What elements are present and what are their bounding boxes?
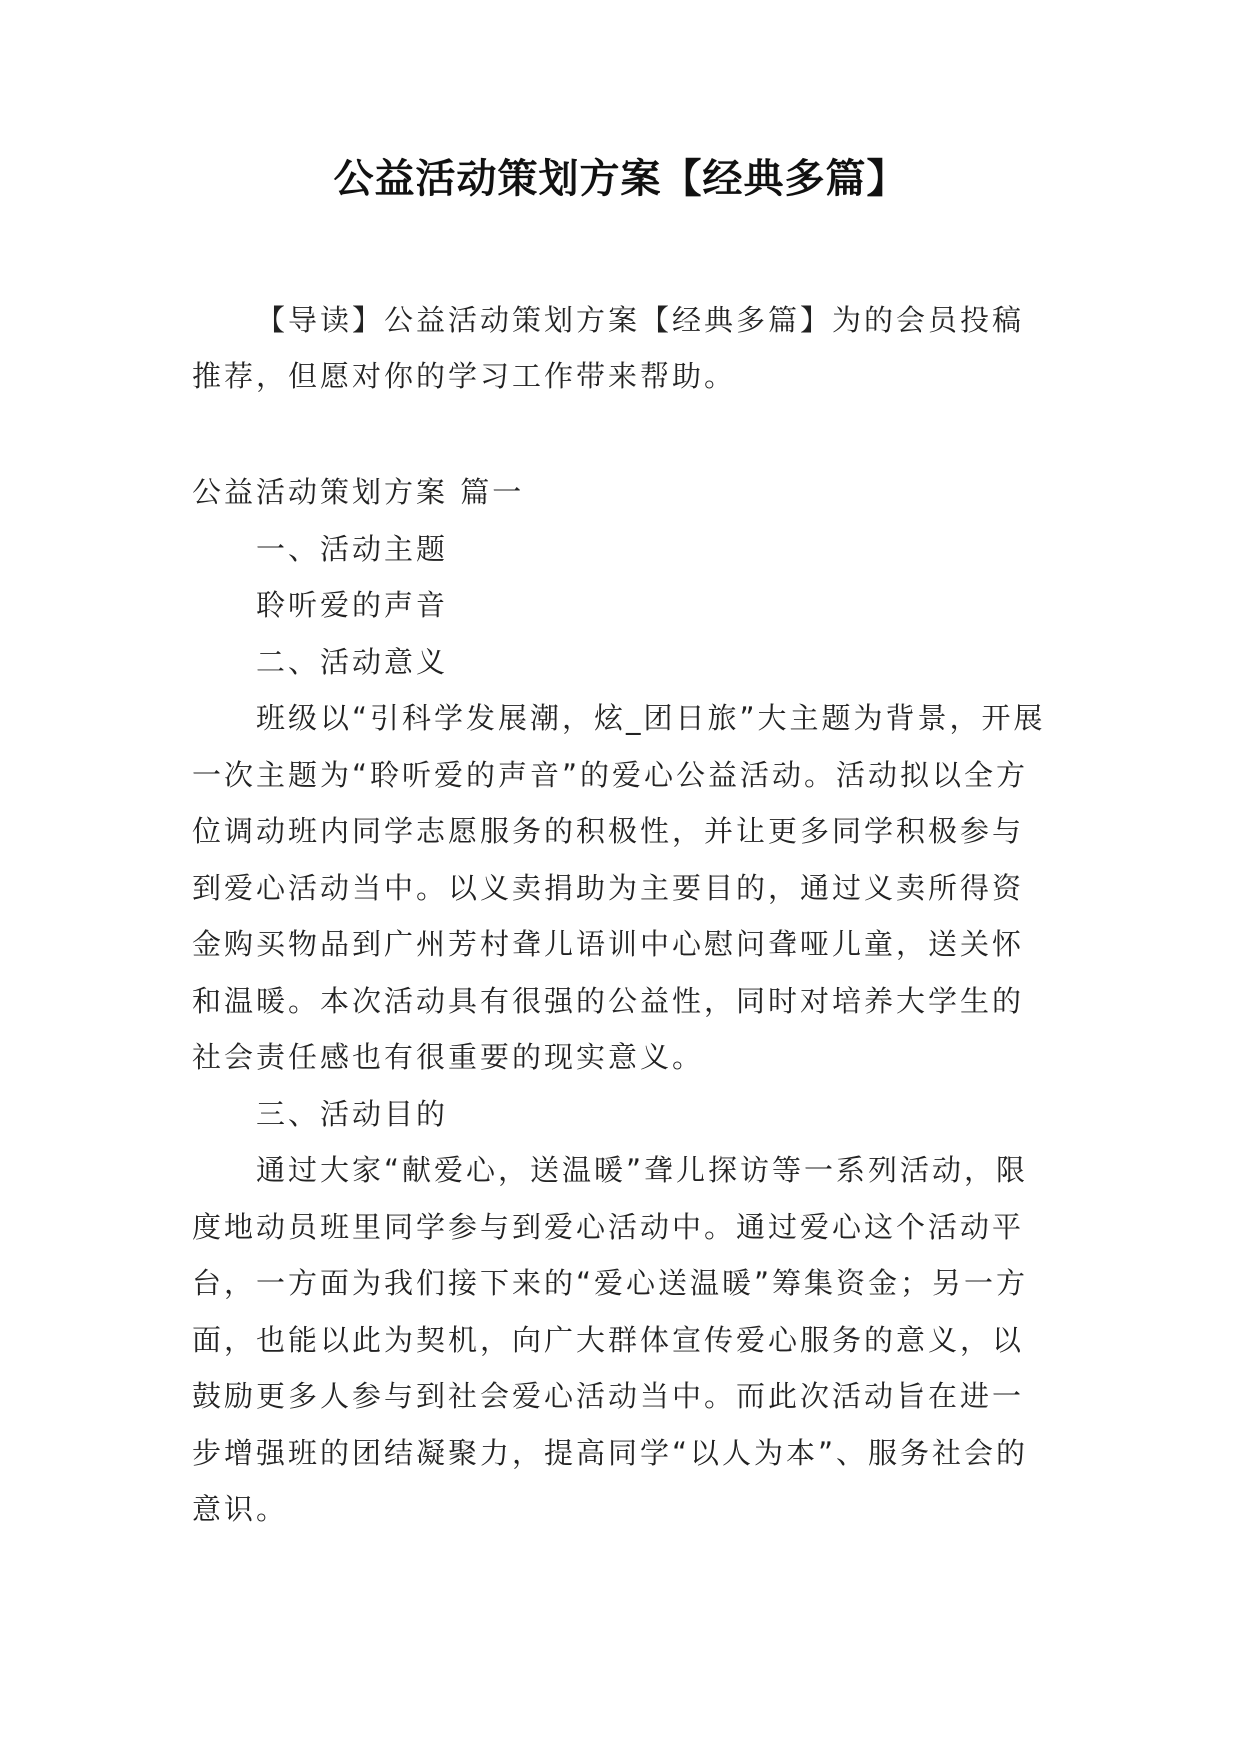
paragraph-activity-significance: 班级以“引科学发展潮，炫_团日旅”大主题为背景，开展一次主题为“聆听爱的声音”的爱心公益活动。活动拟以全方位调动班内同学志愿服务的积极性，并让更多同学积极参与到爱心活动当中。以义卖捐助为主要目的，通过义卖所得资金购买物品到广州芳村聋儿语训中心慰问聋哑儿童，送关怀和温暖。本次活动具有很强的公益性，同时对培养大学生的社会责任感也有很重要的现实意义。 bbox=[192, 701, 1046, 1074]
heading-activity-theme: 一、活动主题 bbox=[256, 531, 449, 566]
section-title: 公益活动策划方案 篇一 bbox=[192, 475, 525, 509]
intro-paragraph: 【导读】公益活动策划方案【经典多篇】为的会员投稿推荐，但愿对你的学习工作带来帮助。 bbox=[192, 303, 1025, 393]
activity-theme-text: 聆听爱的声音 bbox=[256, 588, 449, 622]
heading-activity-significance: 二、活动意义 bbox=[256, 644, 449, 679]
intro-block bbox=[192, 292, 1054, 404]
document-title: 公益活动策划方案【经典多篇】 bbox=[333, 155, 908, 202]
paragraph-activity-purpose: 通过大家“献爱心，送温暖”聋儿探访等一系列活动，限度地动员班里同学参与到爱心活动中。通过爱心这个活动平台，一方面为我们接下来的“爱心送温暖”筹集资金；另一方面，也能以此为契机，向广大群体宣传爱心服务的意义，以鼓励更多人参与到社会爱心活动当中。而此次活动旨在进一步增强班的团结凝聚力，提高同学“以人为本”、服务社会的意识。 bbox=[192, 1153, 1029, 1526]
content-block bbox=[192, 464, 1054, 1538]
heading-activity-purpose: 三、活动目的 bbox=[256, 1096, 449, 1131]
